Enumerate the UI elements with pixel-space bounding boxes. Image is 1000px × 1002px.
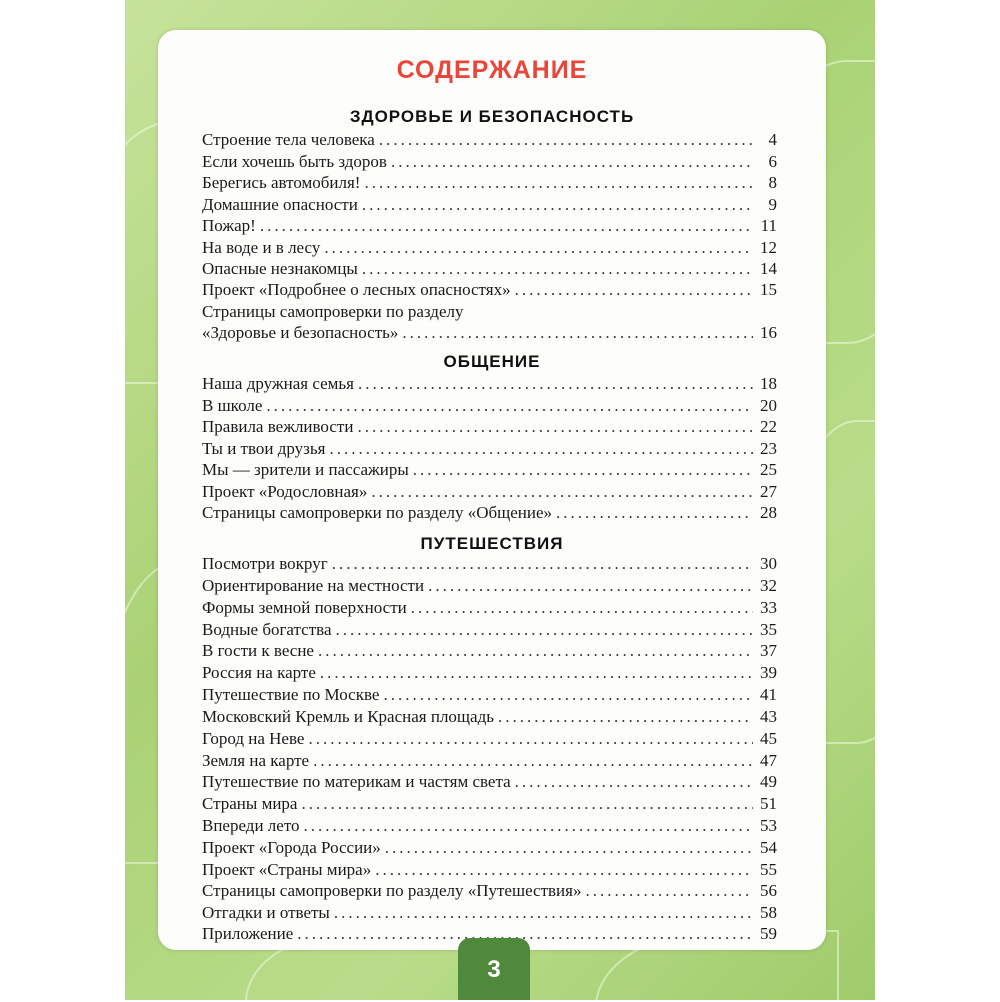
toc-entry[interactable] xyxy=(202,706,777,728)
toc-entry[interactable] xyxy=(202,640,777,662)
toc-entry-label: Наша дружная семья xyxy=(202,374,354,393)
toc-entry-page: 59 xyxy=(760,924,777,943)
toc-entry[interactable] xyxy=(202,322,777,344)
leader-dots xyxy=(357,416,753,438)
toc-entry-page: 45 xyxy=(760,729,777,748)
toc-entry[interactable] xyxy=(202,502,777,524)
toc-entry-page: 33 xyxy=(760,598,777,617)
toc-entry-page: 32 xyxy=(760,576,777,595)
leader-dots xyxy=(336,619,753,641)
leader-dots xyxy=(320,662,753,684)
toc-entry-page: 47 xyxy=(760,751,777,770)
toc-entry-label: Опасные незнакомцы xyxy=(202,259,358,278)
leader-dots xyxy=(379,129,753,151)
toc-entry-page: 56 xyxy=(760,881,777,900)
toc-entry[interactable] xyxy=(202,279,777,301)
toc-entry-label: Отгадки и ответы xyxy=(202,903,330,922)
toc-entry[interactable] xyxy=(202,684,777,706)
leader-dots xyxy=(308,728,753,750)
toc-entry-label: Проект «Страны мира» xyxy=(202,860,372,879)
toc-entry-page: 35 xyxy=(760,620,777,639)
leader-dots xyxy=(515,771,753,793)
leader-dots xyxy=(515,279,753,301)
leader-dots xyxy=(318,640,753,662)
toc-entry-page: 43 xyxy=(760,707,777,726)
leader-dots xyxy=(428,575,753,597)
toc-entry-label: В школе xyxy=(202,396,263,415)
toc-entry[interactable] xyxy=(202,172,777,194)
toc-entry-page: 8 xyxy=(768,173,777,192)
leader-dots xyxy=(402,322,753,344)
toc-entry-label: Берегись автомобиля! xyxy=(202,173,361,192)
toc-entry-label: Страны мира xyxy=(202,794,298,813)
leader-dots xyxy=(304,815,753,837)
toc-entry-page: 14 xyxy=(760,259,777,278)
toc-entry[interactable] xyxy=(202,728,777,750)
toc-entry-page: 37 xyxy=(760,641,777,660)
toc-entry-page: 12 xyxy=(760,238,777,257)
toc-entry[interactable] xyxy=(202,771,777,793)
toc-entry-label: Путешествие по материкам и частям света xyxy=(202,772,511,791)
page-number-badge: 3 xyxy=(458,938,530,1000)
toc-entry-label: Формы земной поверхности xyxy=(202,598,407,617)
toc-entry-page: 22 xyxy=(760,417,777,436)
toc-entry[interactable] xyxy=(202,793,777,815)
toc-entry-page: 9 xyxy=(768,195,777,214)
toc-entry-page: 25 xyxy=(760,460,777,479)
toc-entry[interactable] xyxy=(202,575,777,597)
section-title-travel: ПУТЕШЕСТВИЯ xyxy=(420,534,564,553)
toc-entry[interactable] xyxy=(202,837,777,859)
toc-entry-page: 15 xyxy=(760,280,777,299)
toc-entry-page: 20 xyxy=(760,396,777,415)
toc-entry-page: 11 xyxy=(760,216,777,235)
toc-entry-page: 39 xyxy=(760,663,777,682)
toc-entry[interactable] xyxy=(202,750,777,772)
leader-dots xyxy=(556,502,753,524)
toc-entry-page: 28 xyxy=(760,503,777,522)
toc-entry-page: 55 xyxy=(760,860,777,879)
toc-entry-label: «Здоровье и безопасность» xyxy=(202,323,399,342)
leader-dots xyxy=(301,793,753,815)
leader-dots xyxy=(324,237,753,259)
toc-entry-label: Приложение xyxy=(202,924,294,943)
toc-entry-page: 16 xyxy=(760,323,777,342)
leader-dots xyxy=(332,553,753,575)
toc-entry[interactable] xyxy=(202,597,777,619)
toc-entry[interactable] xyxy=(202,194,777,216)
toc-entry-label: Проект «Подробнее о лесных опасностях» xyxy=(202,280,511,299)
leader-dots xyxy=(358,373,753,395)
leader-dots xyxy=(362,258,753,280)
toc-entry[interactable] xyxy=(202,815,777,837)
leader-dots xyxy=(413,459,753,481)
leader-dots xyxy=(334,902,753,924)
toc-entry-label: На воде и в лесу xyxy=(202,238,321,257)
toc-entry-label: Ориентирование на местности xyxy=(202,576,425,595)
toc-entry-page: 54 xyxy=(760,838,777,857)
toc-entry-page: 53 xyxy=(760,816,777,835)
toc-entry-label: Московский Кремль и Красная площадь xyxy=(202,707,494,726)
leader-dots xyxy=(266,395,753,417)
leader-dots xyxy=(498,706,753,728)
leader-dots xyxy=(411,597,753,619)
toc-entry-page: 49 xyxy=(760,772,777,791)
toc-entry-page: 18 xyxy=(760,374,777,393)
toc-entry-label: Страницы самопроверки по разделу «Общение» xyxy=(202,503,553,522)
section-title-communication: ОБЩЕНИЕ xyxy=(443,352,541,371)
toc-entry-label: Строение тела человека xyxy=(202,130,375,149)
toc-entry[interactable] xyxy=(202,553,777,575)
toc-entry[interactable] xyxy=(202,395,777,417)
toc-entry-label: Если хочешь быть здоров xyxy=(202,152,387,171)
toc-entry-label: Правила вежливости xyxy=(202,417,354,436)
toc-entry-page: 51 xyxy=(760,794,777,813)
leader-dots xyxy=(371,481,753,503)
toc-entry-label: В гости к весне xyxy=(202,641,314,660)
toc-entry[interactable] xyxy=(202,902,777,924)
toc-entry-label: Ты и твои друзья xyxy=(202,439,326,458)
toc-entry-label: Проект «Родословная» xyxy=(202,482,368,501)
leader-dots xyxy=(260,215,753,237)
toc-entry-label: Посмотри вокруг xyxy=(202,554,328,573)
toc-entry[interactable] xyxy=(202,662,777,684)
leader-dots xyxy=(375,859,753,881)
toc-entry-label: Проект «Города России» xyxy=(202,838,381,857)
toc-entry-label: Водные богатства xyxy=(202,620,332,639)
toc-entry-page: 23 xyxy=(760,439,777,458)
toc-entry[interactable] xyxy=(202,859,777,881)
toc-entry-page: 4 xyxy=(768,130,777,149)
toc-entry-label: Пожар! xyxy=(202,216,256,235)
leader-dots xyxy=(385,837,753,859)
toc-entry[interactable] xyxy=(202,151,777,173)
leader-dots xyxy=(313,750,753,772)
toc-entry[interactable] xyxy=(202,373,777,395)
toc-entry-page: 58 xyxy=(760,903,777,922)
toc-entry[interactable] xyxy=(202,619,777,641)
toc-entry-label: Путешествие по Москве xyxy=(202,685,380,704)
toc-entry-page: 27 xyxy=(760,482,777,501)
toc-entry-page: 30 xyxy=(760,554,777,573)
section-title-health: ЗДОРОВЬЕ И БЕЗОПАСНОСТЬ xyxy=(349,107,635,126)
toc-entry[interactable] xyxy=(202,215,777,237)
toc-entry[interactable] xyxy=(202,459,777,481)
toc-entry-label: Страницы самопроверки по разделу «Путешествия» xyxy=(202,881,582,900)
toc-entry[interactable] xyxy=(202,237,777,259)
toc-entry-page: 6 xyxy=(768,152,777,171)
toc-entry[interactable] xyxy=(202,880,777,902)
toc-entry-label: Земля на карте xyxy=(202,751,310,770)
toc-entry-label: Мы — зрители и пассажиры xyxy=(202,460,409,479)
toc-entry-page: 41 xyxy=(760,685,777,704)
page-title: СОДЕРЖАНИЕ xyxy=(396,56,588,84)
toc-entry-label-line1: Страницы самопроверки по разделу xyxy=(202,302,464,321)
leader-dots xyxy=(362,194,753,216)
toc-entry[interactable] xyxy=(202,481,777,503)
toc-entry-label: Россия на карте xyxy=(202,663,316,682)
leader-dots xyxy=(329,438,753,460)
toc-entry[interactable] xyxy=(202,129,777,151)
toc-entry-label: Город на Неве xyxy=(202,729,305,748)
toc-entry[interactable] xyxy=(202,438,777,460)
toc-entry[interactable] xyxy=(202,416,777,438)
leader-dots xyxy=(383,684,753,706)
toc-entry-label: Домашние опасности xyxy=(202,195,358,214)
leader-dots xyxy=(391,151,753,173)
toc-entry-label: Впереди лето xyxy=(202,816,300,835)
leader-dots xyxy=(364,172,753,194)
leader-dots xyxy=(585,880,753,902)
toc-entry[interactable] xyxy=(202,258,777,280)
